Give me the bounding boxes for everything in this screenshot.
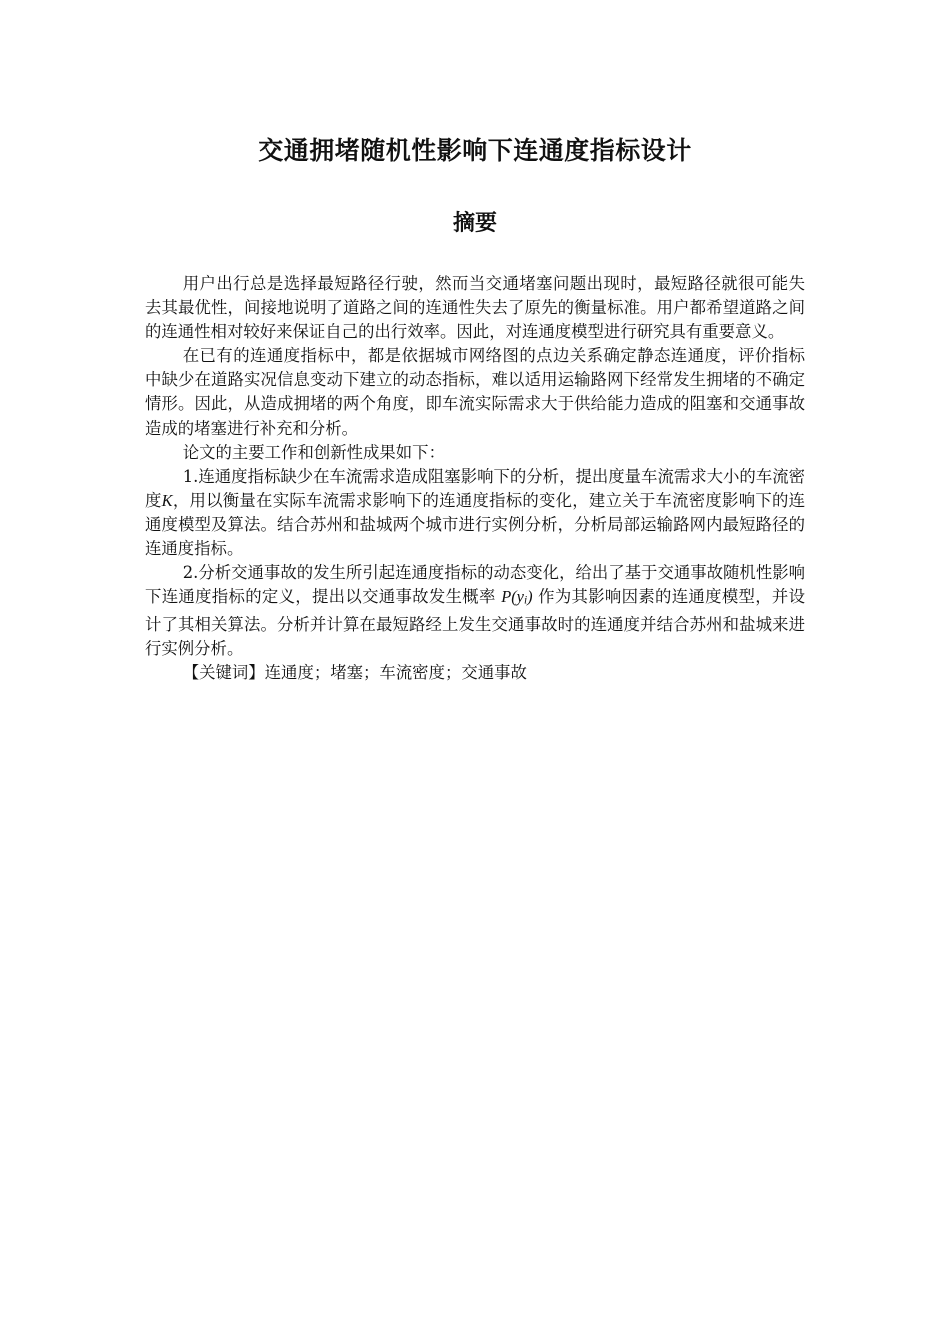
probability-formula-main: P(y [501,587,524,607]
paragraph-4-text-start: 1.连通度指标缺少在车流需求造成阻塞影响下的分析，提出度量车流需求大小的车流密度 [145,466,805,510]
keywords-text: 连通度；堵塞；车流密度；交通事故 [264,663,527,683]
probability-formula-close: ) [527,587,533,607]
paragraph-5-text-start: 2.分析交通事故的发生所引起连通度指标的动态变化，给出了基于交通事故随机性影响下连通度指标的定义，提出以交通事故发生概率 [145,563,805,607]
abstract-body [145,272,805,685]
abstract-paragraph-5 [145,561,805,661]
paragraph-5-text-end: 作为其影响因素的连通度模型，并设计了其相关算法。分析并计算在最短路经上发生交通事故时的连通度并结合苏州和盐城来进行实例分析。 [145,587,806,659]
abstract-paragraph-2: 在已有的连通度指标中，都是依据城市网络图的点边关系确定静态连通度，评价指标中缺少在道路实况信息变动下建立的动态指标，难以适用运输路网下经常发生拥堵的不确定情形。因此，从造成拥堵的两个角度，即车流实际需求大于供给能力造成的阻塞和交通事故造成的堵塞进行补充和分析。 [145,346,805,438]
paragraph-4-text-end: ，用以衡量在实际车流需求影响下的连通度指标的变化，建立关于车流密度影响下的连通度模型及算法。结合苏州和盐城两个城市进行实例分析，分析局部运输路网内最短路径的连通度指标。 [145,490,806,559]
abstract-paragraph-3: 论文的主要工作和创新性成果如下： [182,442,445,462]
document-page [145,0,805,1344]
abstract-paragraph-1: 用户出行总是选择最短路径行驶，然而当交通堵塞问题出现时，最短路径就很可能失去其最优性，间接地说明了道路之间的连通性失去了原先的衡量标准。用户都希望道路之间的连通性相对较好来保证自己的出行效率。因此，对连通度模型进行研究具有重要意义。 [145,274,805,342]
density-symbol: K [161,490,173,510]
probability-formula [501,587,532,606]
document-title: 交通拥堵随机性影响下连通度指标设计 [258,136,692,165]
probability-formula-subscript: i [523,594,528,607]
keywords-label: 【关键词】 [182,663,265,683]
keywords-line [145,661,805,685]
abstract-heading: 摘要 [452,211,497,236]
abstract-paragraph-4 [145,465,805,561]
